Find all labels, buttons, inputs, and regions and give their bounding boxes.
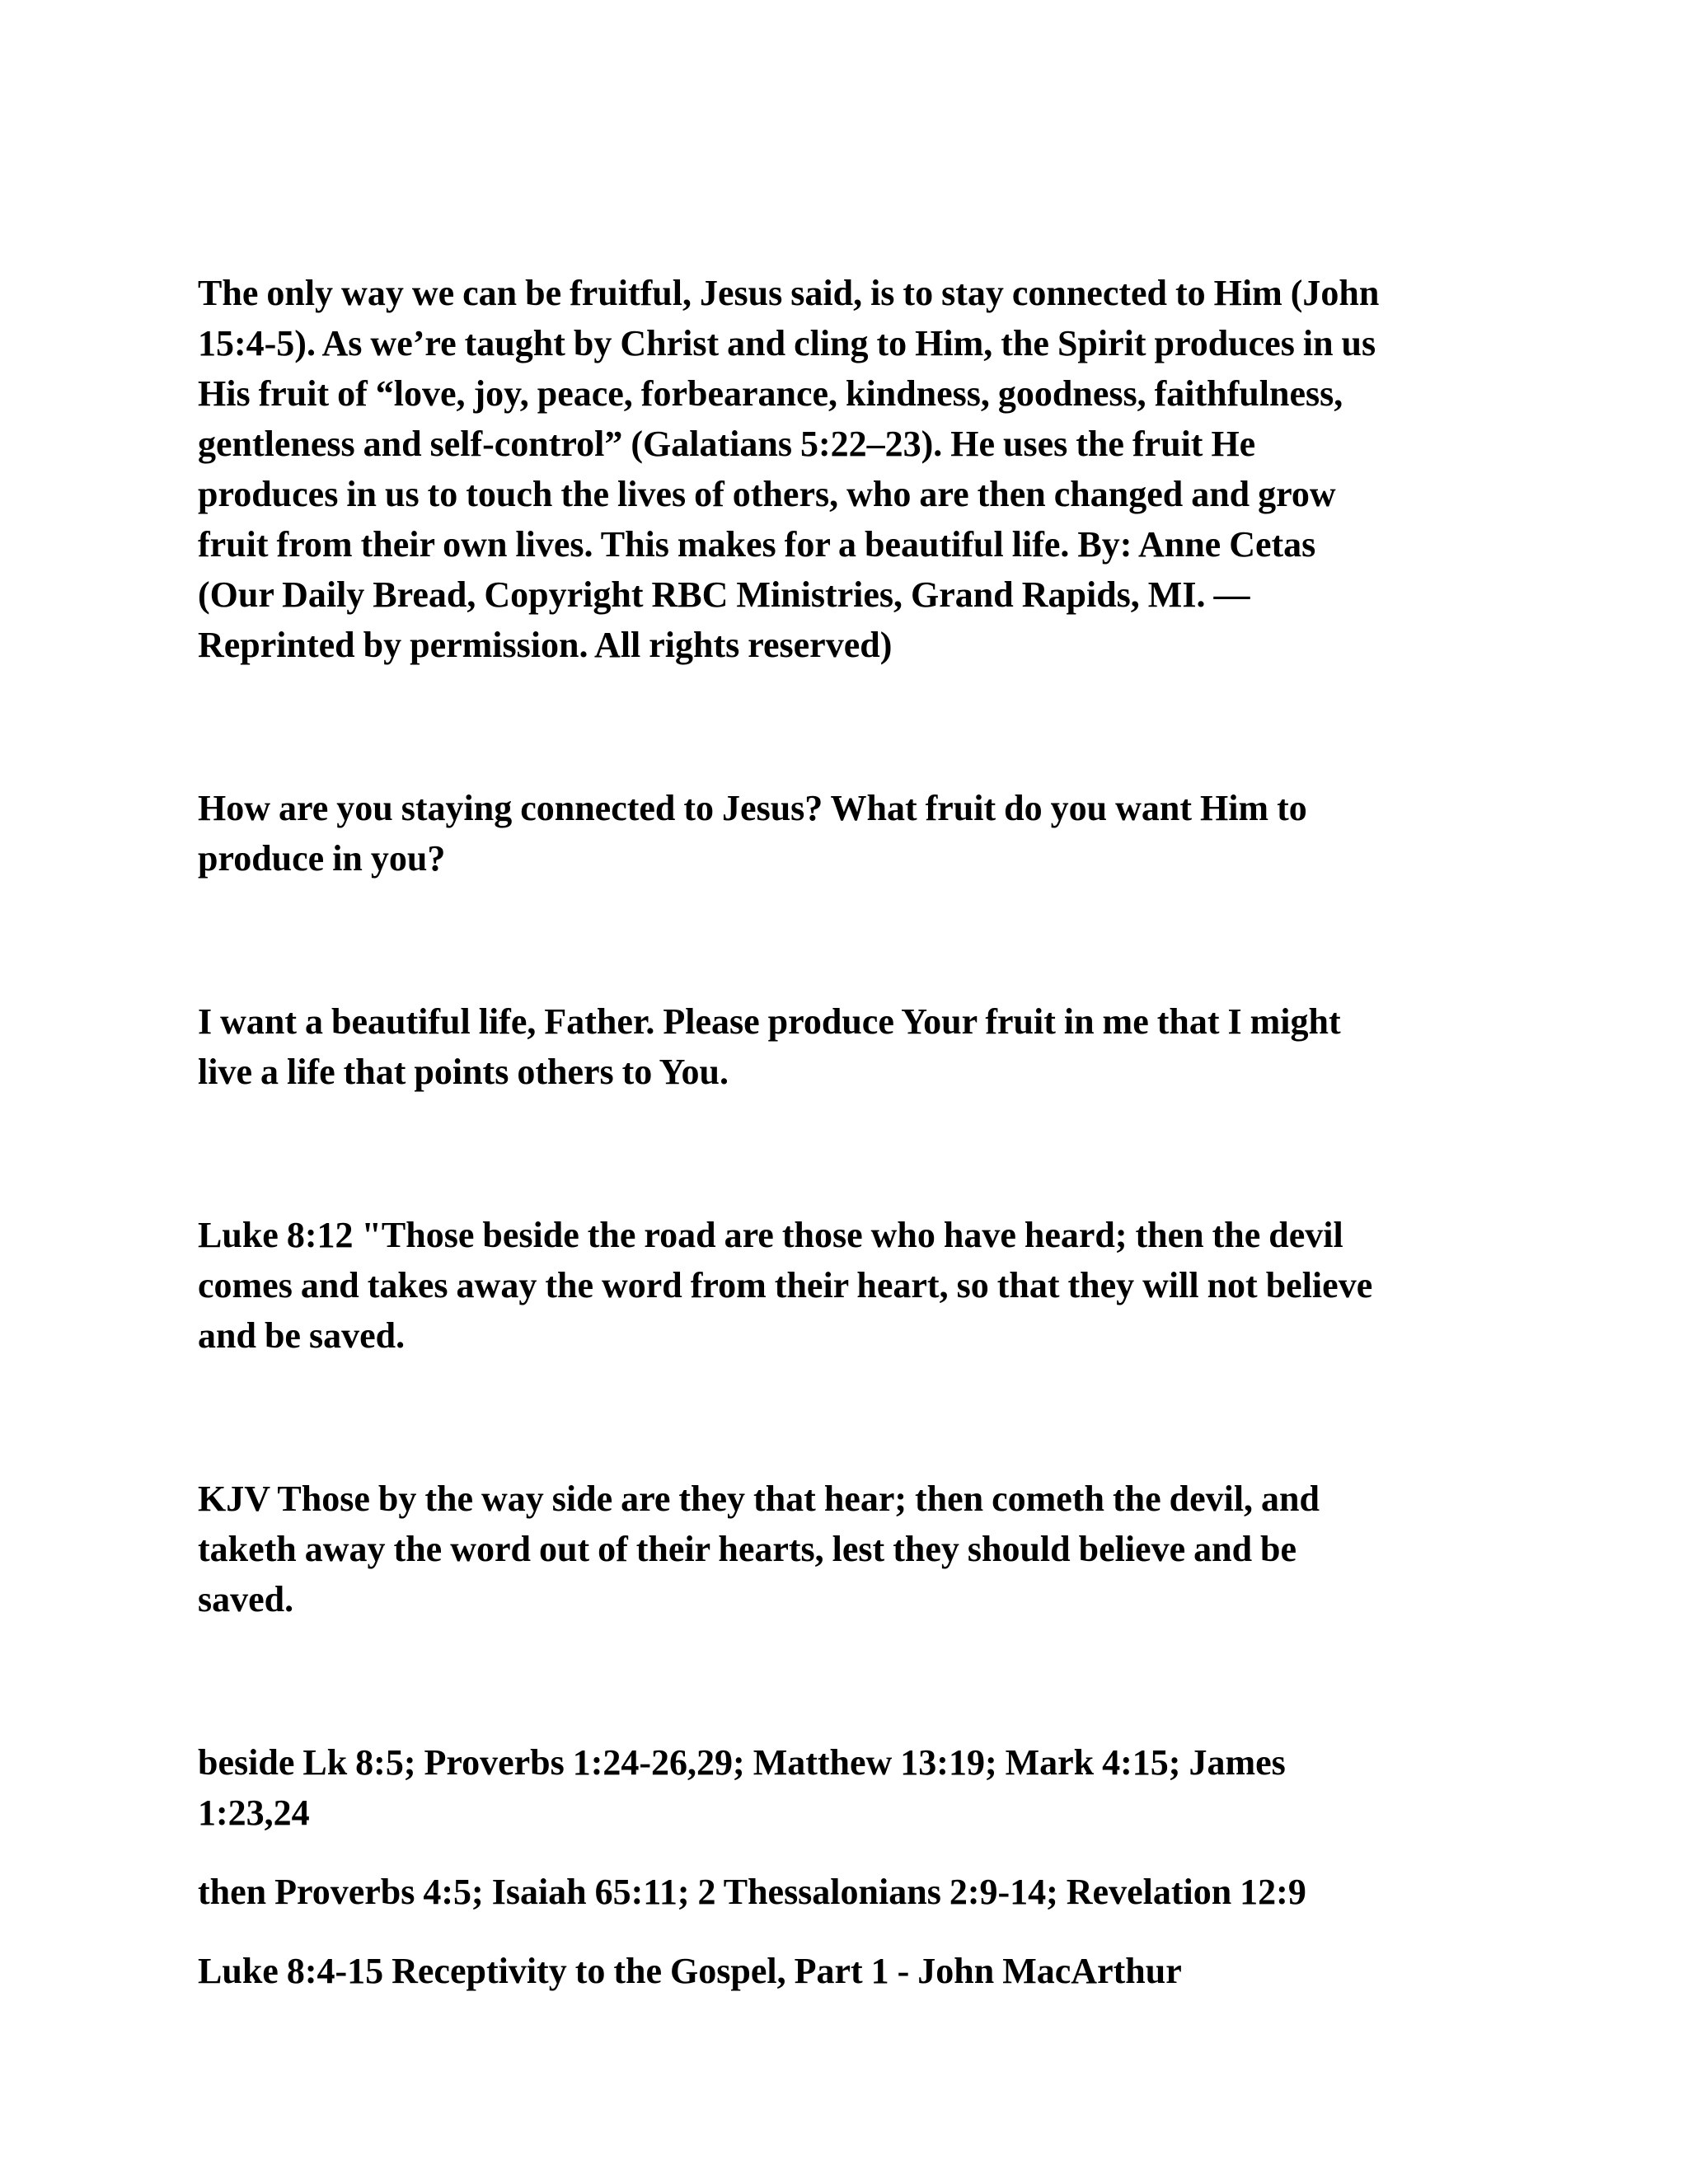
devotional-paragraph: [198, 268, 1500, 670]
paragraph-spacer: [198, 883, 1500, 996]
paragraph-spacer: [198, 1624, 1500, 1737]
sermon-reference: [198, 1946, 1500, 1996]
text-line: Luke 8:12 "Those beside the road are those who have heard; then the devil: [198, 1215, 1343, 1255]
text-line: and be saved.: [198, 1315, 406, 1356]
text-line: How are you staying connected to Jesus? What fruit do you want Him to: [198, 788, 1307, 828]
text-line: comes and takes away the word from their heart, so that they will not believe: [198, 1265, 1373, 1305]
text-line: saved.: [198, 1579, 294, 1619]
text-line: I want a beautiful life, Father. Please produce Your fruit in me that I might: [198, 1001, 1341, 1042]
paragraph-spacer: [198, 1097, 1500, 1210]
text-line: then Proverbs 4:5; Isaiah 65:11; 2 Thessalonians 2:9-14; Revelation 12:9: [198, 1872, 1306, 1912]
text-line: beside Lk 8:5; Proverbs 1:24-26,29; Matthew 13:19; Mark 4:15; James: [198, 1742, 1286, 1783]
paragraph-spacer: [198, 1917, 1500, 1946]
scripture-kjv: [198, 1474, 1500, 1624]
cross-reference-beside: [198, 1737, 1500, 1838]
paragraph-spacer: [198, 1361, 1500, 1474]
text-line: His fruit of “love, joy, peace, forbearance, kindness, goodness, faithfulness,: [198, 373, 1343, 414]
text-line: live a life that points others to You.: [198, 1052, 729, 1092]
paragraph-spacer: [198, 1838, 1500, 1867]
paragraph-spacer: [198, 670, 1500, 783]
reflection-question: [198, 783, 1500, 883]
cross-reference-then: [198, 1867, 1500, 1917]
text-line: taketh away the word out of their hearts, lest they should believe and be: [198, 1529, 1297, 1569]
text-line: (Our Daily Bread, Copyright RBC Ministries, Grand Rapids, MI. —: [198, 574, 1250, 615]
text-line: 1:23,24: [198, 1793, 310, 1833]
document-body: [198, 268, 1500, 1996]
text-line: produces in us to touch the lives of others, who are then changed and grow: [198, 474, 1336, 514]
text-line: gentleness and self-control” (Galatians 5:22–23). He uses the fruit He: [198, 424, 1256, 464]
text-line: KJV Those by the way side are they that hear; then cometh the devil, and: [198, 1479, 1320, 1519]
prayer-paragraph: [198, 996, 1500, 1097]
scripture-nasb: [198, 1210, 1500, 1361]
text-line: fruit from their own lives. This makes for a beautiful life. By: Anne Cetas: [198, 524, 1316, 565]
text-line: Reprinted by permission. All rights reserved): [198, 625, 893, 665]
text-line: Luke 8:4-15 Receptivity to the Gospel, Part 1 - John MacArthur: [198, 1951, 1182, 1991]
text-line: The only way we can be fruitful, Jesus said, is to stay connected to Him (John: [198, 273, 1380, 313]
text-line: 15:4-5). As we’re taught by Christ and cling to Him, the Spirit produces in us: [198, 323, 1376, 363]
text-line: produce in you?: [198, 838, 446, 879]
